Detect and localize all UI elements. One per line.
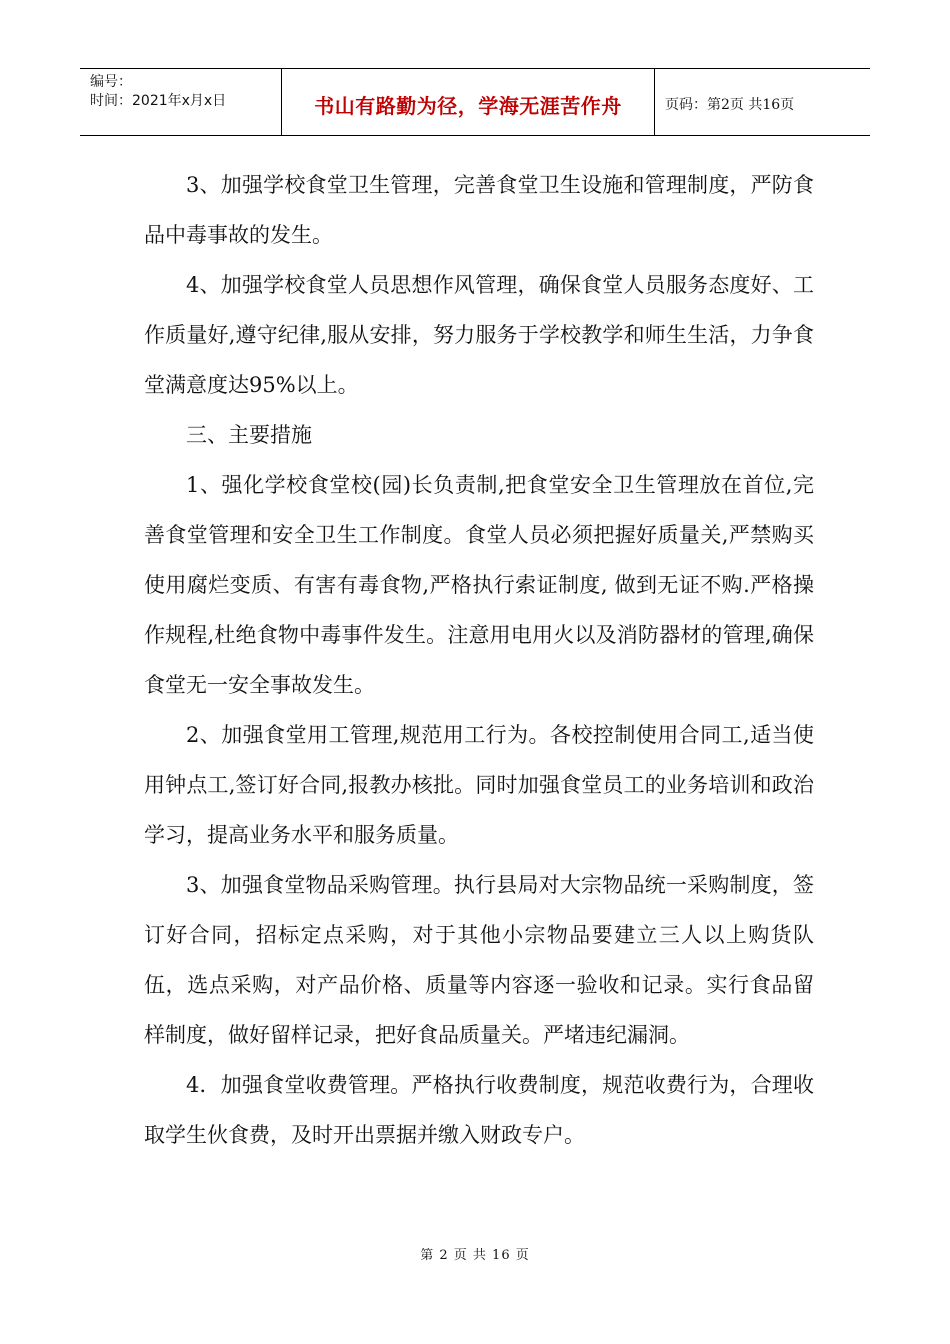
page-footer (0, 1244, 950, 1263)
page-info: 页码：第2页 共16页 (665, 97, 795, 113)
header-table (80, 68, 870, 136)
section-heading: 三、主要措施 (186, 423, 312, 447)
paragraph: 1、强化学校食堂校(园)长负责制,把食堂安全卫生管理放在首位,完善食堂管理和安全卫生工作制度。食堂人员必须把握好质量关,严禁购买使用腐烂变质、有害有毒食物,严格执行索证制度, 做到无证不购.严格操作规程,杜绝食物中毒事件发生。注意用电用火以及消防器材的管理,确保食堂无一安全事故发生。 (144, 473, 814, 697)
date-label: 时间：2021年x月x日 (90, 93, 227, 109)
paragraph: 3、加强学校食堂卫生管理，完善食堂卫生设施和管理制度，严防食品中毒事故的发生。 (144, 173, 814, 247)
motto-text: 书山有路勤为径，学海无涯苦作舟 (314, 93, 622, 118)
header-meta-cell (80, 69, 282, 135)
document-body (144, 160, 814, 1160)
number-label: 编号： (90, 74, 132, 90)
header-page-cell (655, 69, 870, 135)
paragraph: 4、加强学校食堂人员思想作风管理，确保食堂人员服务态度好、工作质量好,遵守纪律,服从安排，努力服务于学校教学和师生生活，力争食堂满意度达95%以上。 (144, 273, 814, 397)
footer-page-number: 第 2 页 共 16 页 (420, 1248, 530, 1263)
paragraph: 2、加强食堂用工管理,规范用工行为。各校控制使用合同工,适当使用钟点工,签订好合同,报教办核批。同时加强食堂员工的业务培训和政治学习，提高业务水平和服务质量。 (144, 723, 814, 847)
paragraph: 3、加强食堂物品采购管理。执行县局对大宗物品统一采购制度，签订好合同，招标定点采购，对于其他小宗物品要建立三人以上购货队伍，选点采购，对产品价格、质量等内容逐一验收和记录。实行食品留样制度，做好留样记录，把好食品质量关。严堵违纪漏洞。 (144, 873, 814, 1047)
header-motto-cell (282, 69, 655, 135)
paragraph: 4．加强食堂收费管理。严格执行收费制度，规范收费行为，合理收取学生伙食费，及时开出票据并缴入财政专户。 (144, 1073, 814, 1147)
